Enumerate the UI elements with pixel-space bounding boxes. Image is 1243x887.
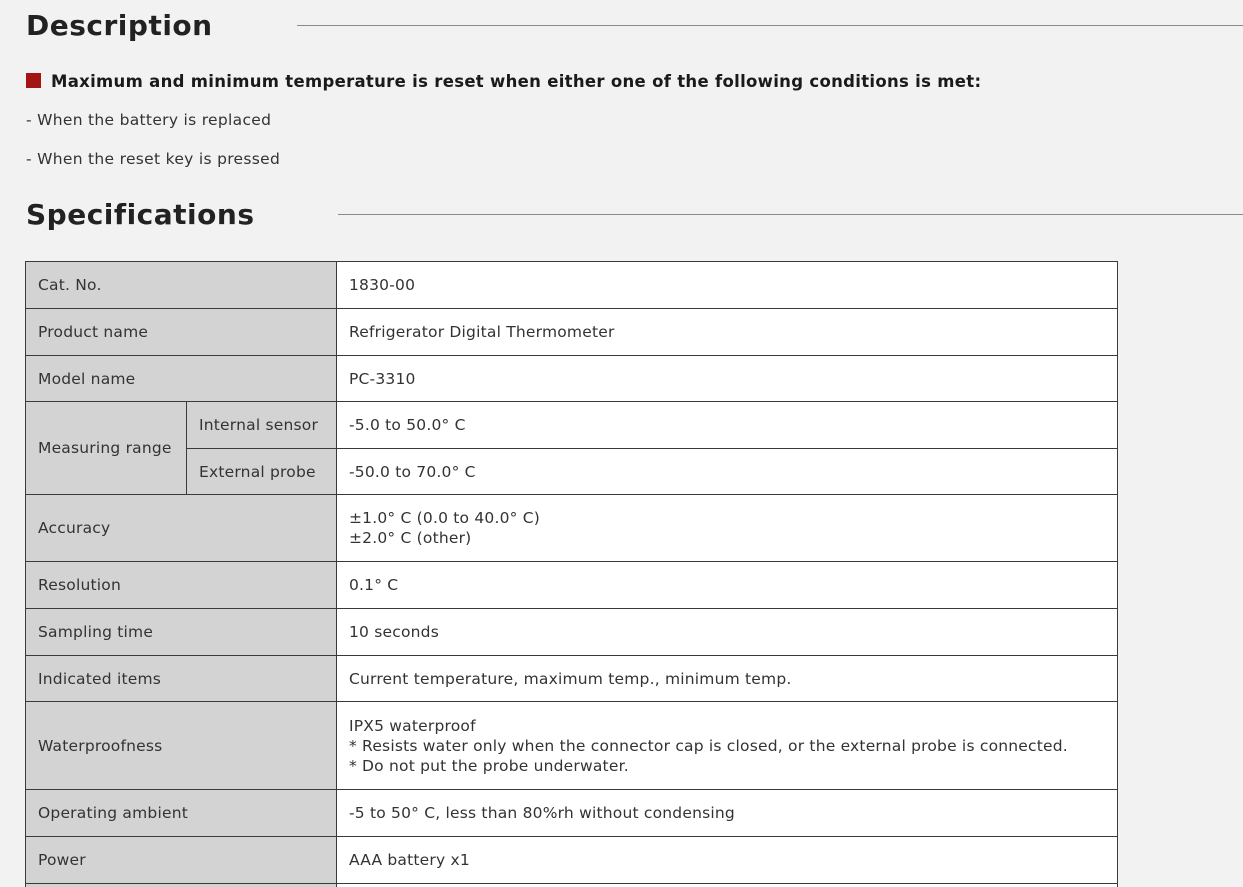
value-line: ±1.0° C (0.0 to 40.0° C) xyxy=(348,509,541,527)
row-label: Product name xyxy=(26,309,337,356)
row-label: Operating ambient xyxy=(26,790,337,837)
value-line: ±2.0° C (other) xyxy=(348,529,472,547)
row-label-cut-off xyxy=(26,884,337,887)
row-label: Cat. No. xyxy=(26,262,337,309)
reset-conditions-lead xyxy=(26,72,981,92)
row-value: -5 to 50° C, less than 80%rh without condensing xyxy=(336,790,1117,837)
row-value: 10 seconds xyxy=(336,609,1117,656)
row-value: Refrigerator Digital Thermometer xyxy=(336,309,1117,356)
row-sublabel: External probe xyxy=(186,449,336,495)
table-row xyxy=(26,562,1118,609)
row-label: Model name xyxy=(26,356,337,402)
row-value xyxy=(336,702,1117,790)
value-line: IPX5 waterproof xyxy=(348,716,476,735)
specifications-heading: Specifications xyxy=(26,198,255,231)
table-row xyxy=(26,884,1118,887)
specifications-table xyxy=(25,261,1118,887)
table-row xyxy=(26,449,1118,495)
row-label: Sampling time xyxy=(26,609,337,656)
table-row xyxy=(26,356,1118,402)
row-value: 1830-00 xyxy=(336,262,1117,309)
table-row xyxy=(26,309,1118,356)
value-line: * Do not put the probe underwater. xyxy=(348,756,629,775)
row-value: Current temperature, maximum temp., minimum temp. xyxy=(336,656,1117,702)
row-label: Accuracy xyxy=(26,495,337,562)
condition-item: - When the reset key is pressed xyxy=(26,150,281,168)
table-row xyxy=(26,837,1118,884)
value-line: * Resists water only when the connector cap is closed, or the external probe is connected. xyxy=(348,736,1068,755)
table-row xyxy=(26,790,1118,837)
row-sublabel: Internal sensor xyxy=(186,402,336,449)
table-row xyxy=(26,495,1118,562)
row-value: PC-3310 xyxy=(336,356,1117,402)
condition-item: - When the battery is replaced xyxy=(26,111,272,129)
row-value xyxy=(336,495,1117,562)
row-value-cut-off xyxy=(336,884,1117,887)
table-row xyxy=(26,609,1118,656)
row-value: -50.0 to 70.0° C xyxy=(336,449,1117,495)
row-label: Indicated items xyxy=(26,656,337,702)
table-row xyxy=(26,702,1118,790)
row-value: 0.1° C xyxy=(336,562,1117,609)
row-label: Measuring range xyxy=(26,402,187,495)
specifications-divider xyxy=(338,214,1243,215)
lead-text: Maximum and minimum temperature is reset when either one of the following conditions is met: xyxy=(51,72,982,91)
table-row xyxy=(26,262,1118,309)
square-bullet-icon xyxy=(26,73,41,88)
row-label: Resolution xyxy=(26,562,337,609)
row-label: Power xyxy=(26,837,337,884)
row-value: -5.0 to 50.0° C xyxy=(336,402,1117,449)
row-value: AAA battery x1 xyxy=(336,837,1117,884)
description-heading: Description xyxy=(26,9,213,42)
description-divider xyxy=(297,25,1243,26)
table-row xyxy=(26,656,1118,702)
row-label: Waterproofness xyxy=(26,702,337,790)
table-row xyxy=(26,402,1118,449)
